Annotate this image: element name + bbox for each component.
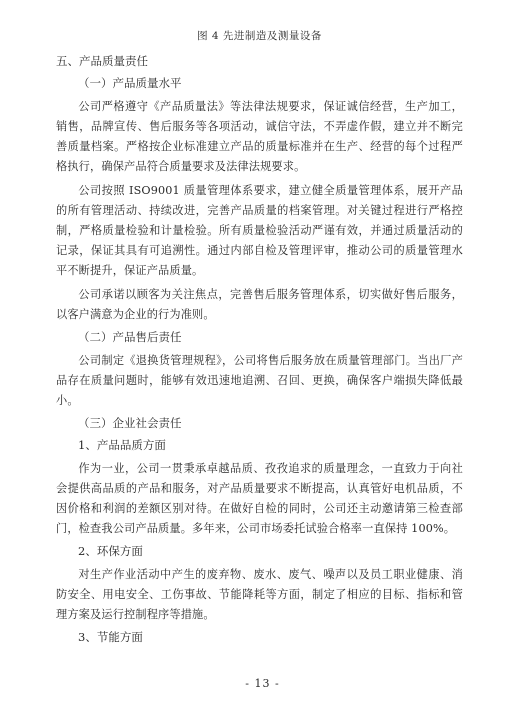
paragraph-environmental: 对生产作业活动中产生的废弃物、废水、废气、噪声以及员工职业健康、消防安全、用电安全、工伤事故、节能降耗等方面，制定了相应的目标、指标和管理方案及运行控制程序等措施。 [56,568,463,621]
section-title: 五、产品质量责任 [56,54,148,68]
subsection-title-social-responsibility: （三）企业社会责任 [78,416,182,430]
paragraph-customer-focus: 公司承诺以顾客为关注焦点，完善售后服务管理体系，切实做好售后服务，以客户满意为企业的行为准则。 [56,288,463,321]
page-number: - 13 - [245,677,280,690]
item-title-environmental: 2、环保方面 [78,544,143,558]
subsection-title-after-sales: （二）产品售后责任 [78,330,182,344]
item-title-product-quality: 1、产品品质方面 [78,438,166,452]
paragraph-quality-law: 公司严格遵守《产品质量法》等法律法规要求，保证诚信经营，生产加工，销售，品牌宣传、售后服务等各项活动，诚信守法，不弄虚作假，建立并不断完善质量档案。严格按企业标准建立产品的质量标准并在生产、经营的每个过程严格执行，确保产品符合质量要求及法律法规要求。 [56,100,463,173]
paragraph-return-policy: 公司制定《退换货管理规程》，公司将售后服务放在质量管理部门。当出厂产品存在质量问题时，能够有效迅速地追溯、召回、更换，确保客户端损失降低最小。 [56,354,463,407]
item-title-energy-saving: 3、节能方面 [78,630,143,644]
paragraph-iso9001: 公司按照 ISO9001 质量管理体系要求，建立健全质量管理体系，展开产品的所有管理活动、持续改进，完善产品质量的档案管理。对关键过程进行严格控制，严格质量检验和计量检验。所有质量检验活动严谨有效，并通过质量活动的记录，保证其具有可追溯性。通过内部自检及管理评审，推动公司的质量管理水平不断提升，保证产品质量。 [56,184,463,277]
paragraph-product-quality: 作为一业，公司一贯秉承卓越品质、孜孜追求的质量理念，一直致力于向社会提供高品质的产品和服务，对产品质量要求不断提高，认真管好电机品质，不因价格和利润的差额区别对待。在做好自检的同时，公司还主动邀请第三检查部门，检查我公司产品质量。多年来，公司市场委托试验合格率一直保持 100%。 [56,462,463,535]
subsection-title-quality-level: （一）产品质量水平 [78,76,182,90]
figure-caption: 图 4 先进制造及测量设备 [197,30,322,42]
